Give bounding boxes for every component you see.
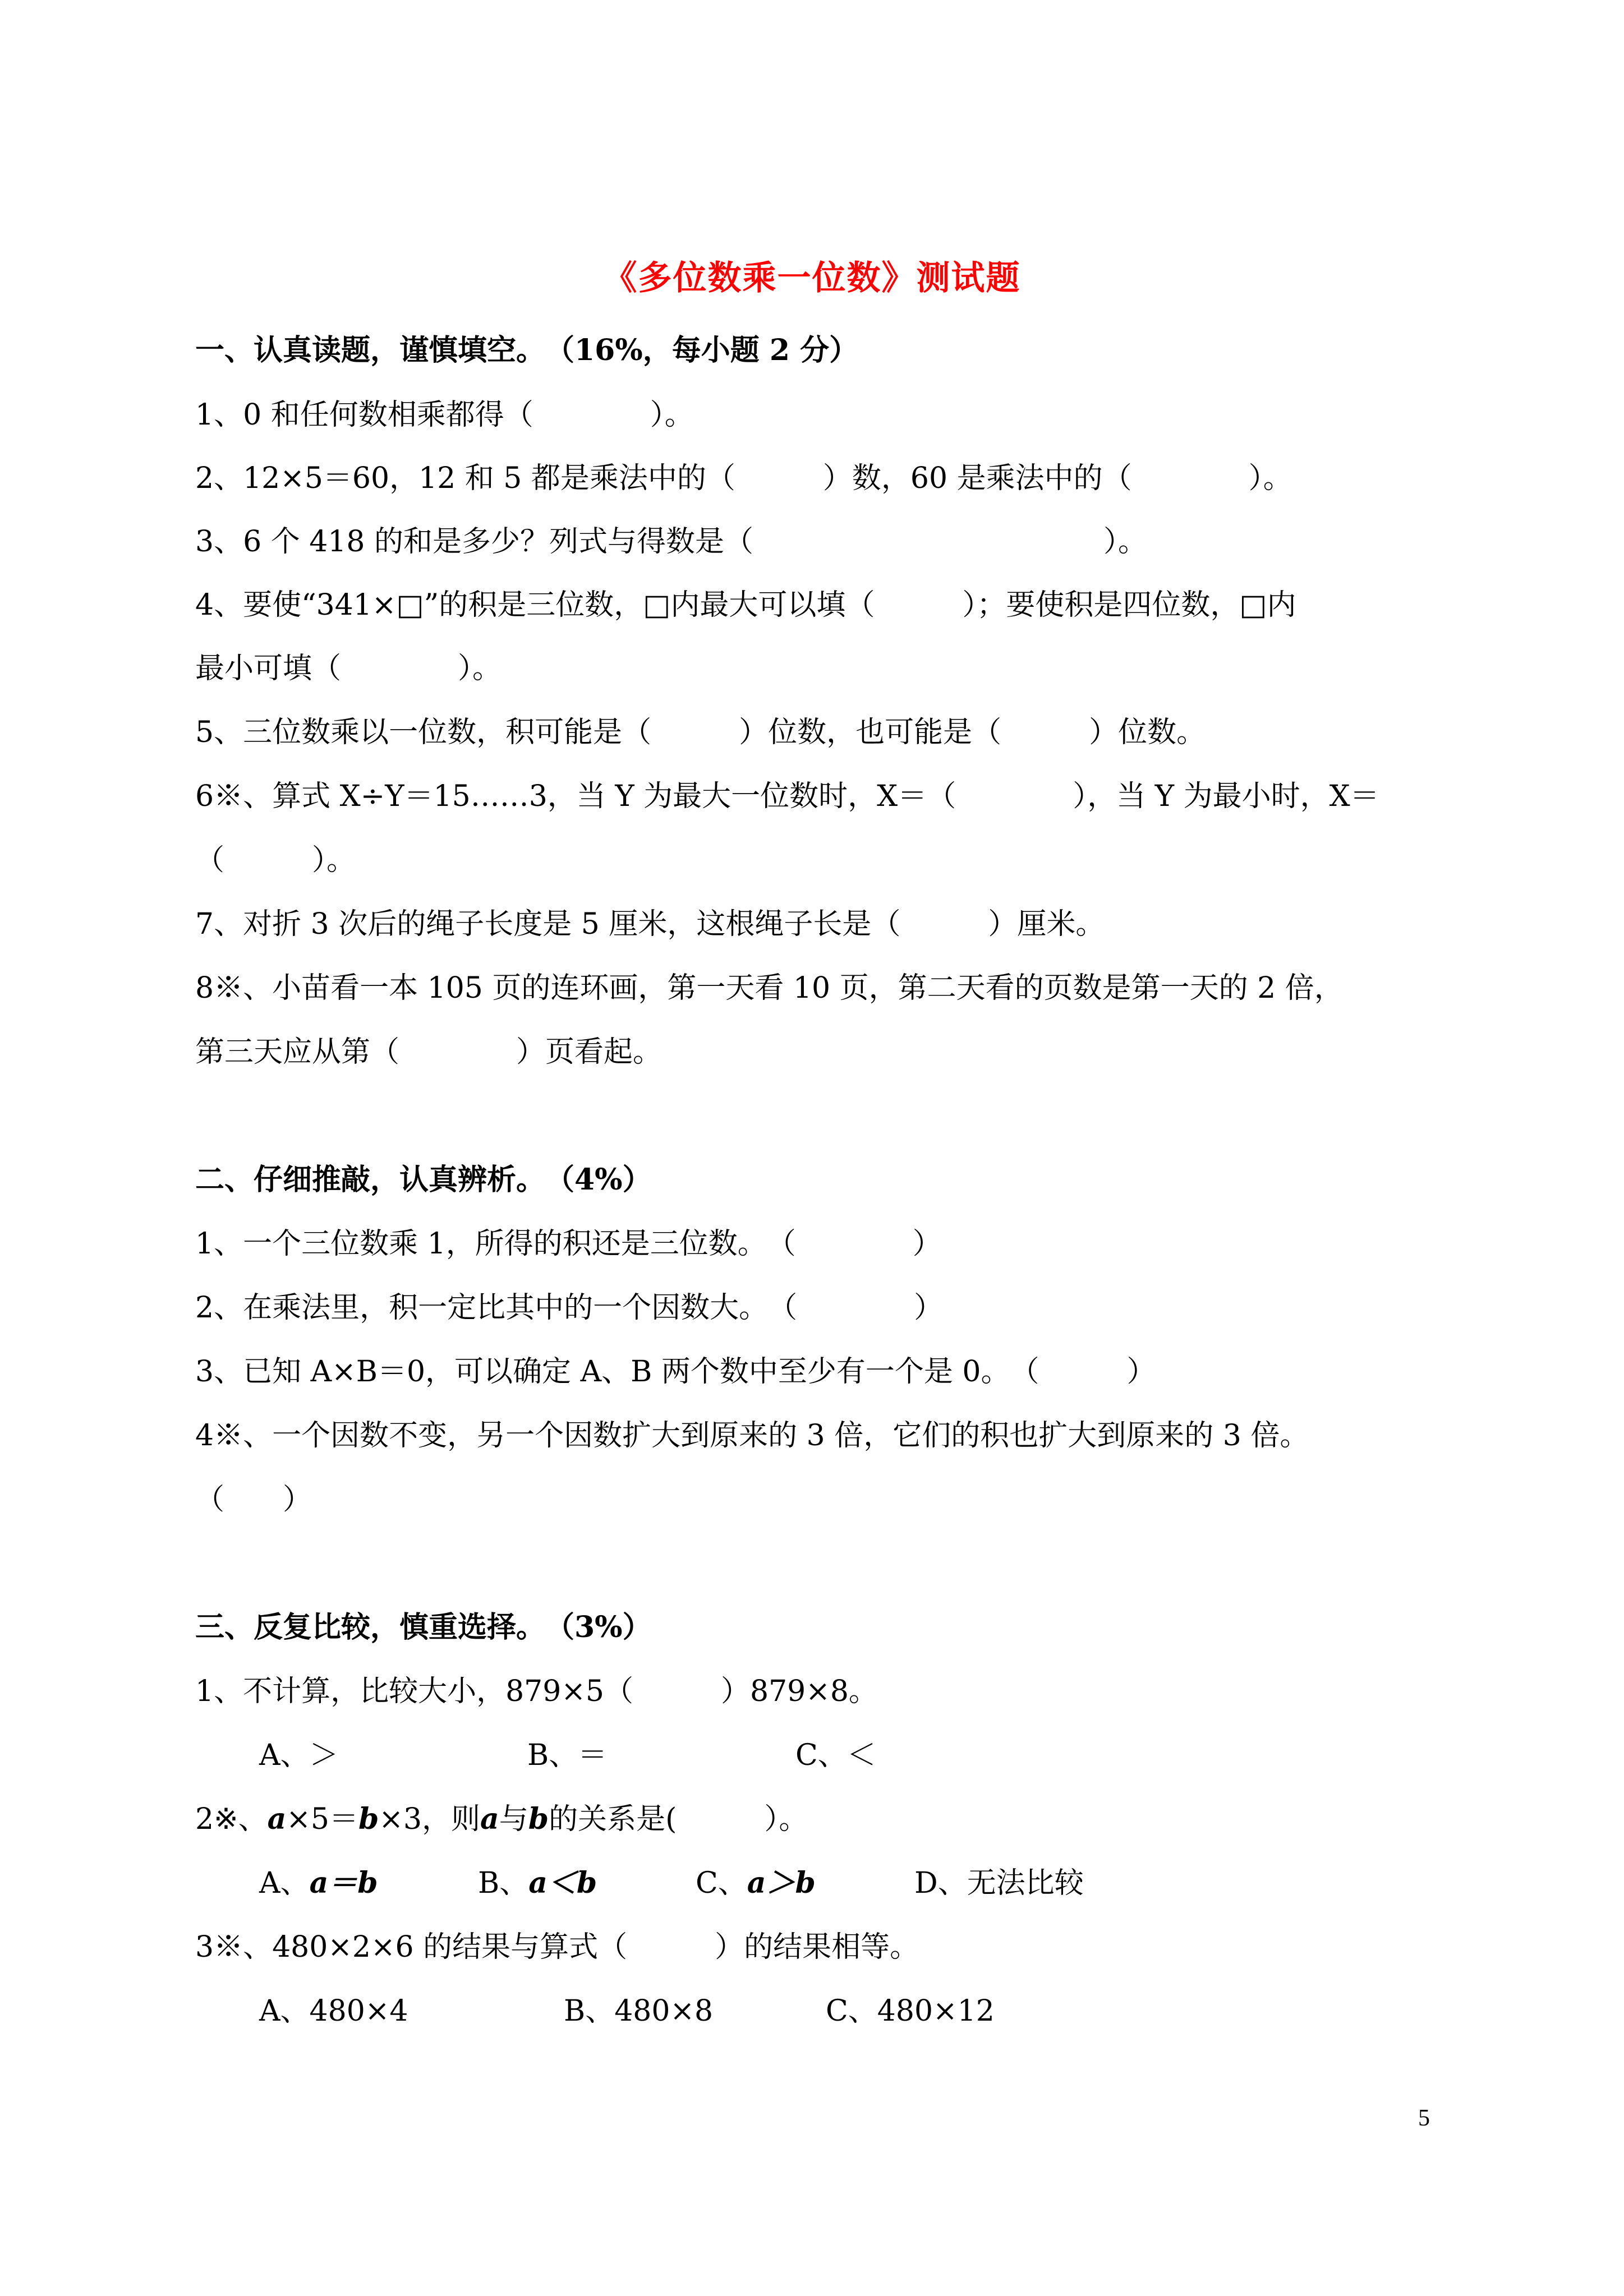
s3-question-1: 1、不计算，比较大小，879×5（ ）879×8。 <box>195 1675 878 1708</box>
s1-question-4-line1: 4、要使“341×□”的积是三位数，□内最大可以填（ ）；要使积是四位数，□内 <box>195 588 1296 622</box>
page-title: 《多位数乘一位数》测试题 <box>603 259 1021 298</box>
s3-q3-option-c: C、480×12 <box>826 1994 995 2028</box>
s2-question-1: 1、一个三位数乘 1，所得的积还是三位数。 （ ） <box>195 1227 942 1261</box>
s3-q2-option-a-label: A、 <box>259 1866 310 1900</box>
s3-q1-option-a: A、＞ <box>259 1739 339 1772</box>
s3-q2-option-b <box>478 1861 597 1906</box>
s3-q3-option-a: A、480×4 <box>259 1994 408 2028</box>
s2-question-4-line1: 4※、一个因数不变，另一个因数扩大到原来的 3 倍，它们的积也扩大到原来的 3 倍。 <box>195 1419 1309 1453</box>
s1-question-8-line2: 第三天应从第（ ）页看起。 <box>195 1035 663 1069</box>
s1-question-6-line2: （ ）。 <box>195 843 356 877</box>
section3-heading: 三、反复比较，慎重选择。 （3%） <box>195 1610 652 1644</box>
s3-q2-option-b-expr: a＜b <box>528 1866 597 1900</box>
section1-heading: 一、认真读题，谨慎填空。 （16%，每小题 2 分） <box>195 333 859 367</box>
s3-q1-option-b: B、＝ <box>527 1739 608 1772</box>
s3-q2-option-d: D、无法比较 <box>914 1866 1084 1900</box>
s3-q2-prefix: 2※、 <box>195 1802 268 1836</box>
s3-q2-var-b2: b <box>528 1802 549 1836</box>
s2-question-4-line2: （ ） <box>195 1483 312 1516</box>
s3-q1-option-c: C、＜ <box>795 1739 876 1772</box>
s1-question-1: 1、0 和任何数相乘都得（ ）。 <box>195 398 694 432</box>
s3-q2-option-c-expr: a＞b <box>747 1866 816 1900</box>
s3-question-3: 3※、480×2×6 的结果与算式（ ）的结果相等。 <box>195 1930 919 1964</box>
s1-question-8-line1: 8※、小苗看一本 105 页的连环画，第一天看 10 页，第二天看的页数是第一天的 2 倍， <box>195 971 1344 1005</box>
s3-q2-option-c <box>696 1861 816 1906</box>
s3-q2-suffix: 的关系是( ）。 <box>549 1802 808 1836</box>
s1-question-5: 5、三位数乘以一位数，积可能是（ ）位数，也可能是（ ）位数。 <box>195 716 1206 749</box>
s1-question-7: 7、对折 3 次后的绳子长度是 5 厘米，这根绳子长是（ ）厘米。 <box>195 907 1105 941</box>
s3-q2-mid3: 与 <box>499 1802 528 1836</box>
s3-q2-option-a <box>259 1861 378 1906</box>
s3-q2-option-c-label: C、 <box>696 1866 747 1900</box>
s1-question-3: 3、6 个 418 的和是多少？列式与得数是（ ）。 <box>195 525 1148 559</box>
s3-q2-option-b-label: B、 <box>478 1866 529 1900</box>
s3-q3-option-b: B、480×8 <box>564 1994 714 2028</box>
s1-question-4-line2: 最小可填（ ）。 <box>195 652 502 685</box>
section2-heading: 二、仔细推敲，认真辨析。 （4%） <box>195 1163 652 1197</box>
s2-question-3: 3、已知 A×B＝0，可以确定 A、B 两个数中至少有一个是 0。 （ ） <box>195 1355 1156 1389</box>
s1-question-2: 2、12×5＝60，12 和 5 都是乘法中的（ ）数，60 是乘法中的（ ）。 <box>195 462 1292 495</box>
s1-question-6-line1: 6※、算式 X÷Y＝15……3，当 Y 为最大一位数时，X＝（ ），当 Y 为最小时，X＝ <box>195 780 1379 813</box>
s3-q2-option-a-expr: a＝b <box>309 1866 378 1900</box>
s3-q2-var-a: a <box>267 1802 287 1836</box>
page-number: 5 <box>1418 2105 1430 2131</box>
s3-q2-var-b: b <box>358 1802 379 1836</box>
s3-q2-mid1: ×5＝ <box>286 1802 359 1836</box>
s3-q2-var-a2: a <box>480 1802 499 1836</box>
s3-q2-mid2: ×3，则 <box>379 1802 481 1836</box>
s2-question-2: 2、在乘法里，积一定比其中的一个因数大。 （ ） <box>195 1291 944 1325</box>
s3-question-2 <box>195 1797 1452 1842</box>
